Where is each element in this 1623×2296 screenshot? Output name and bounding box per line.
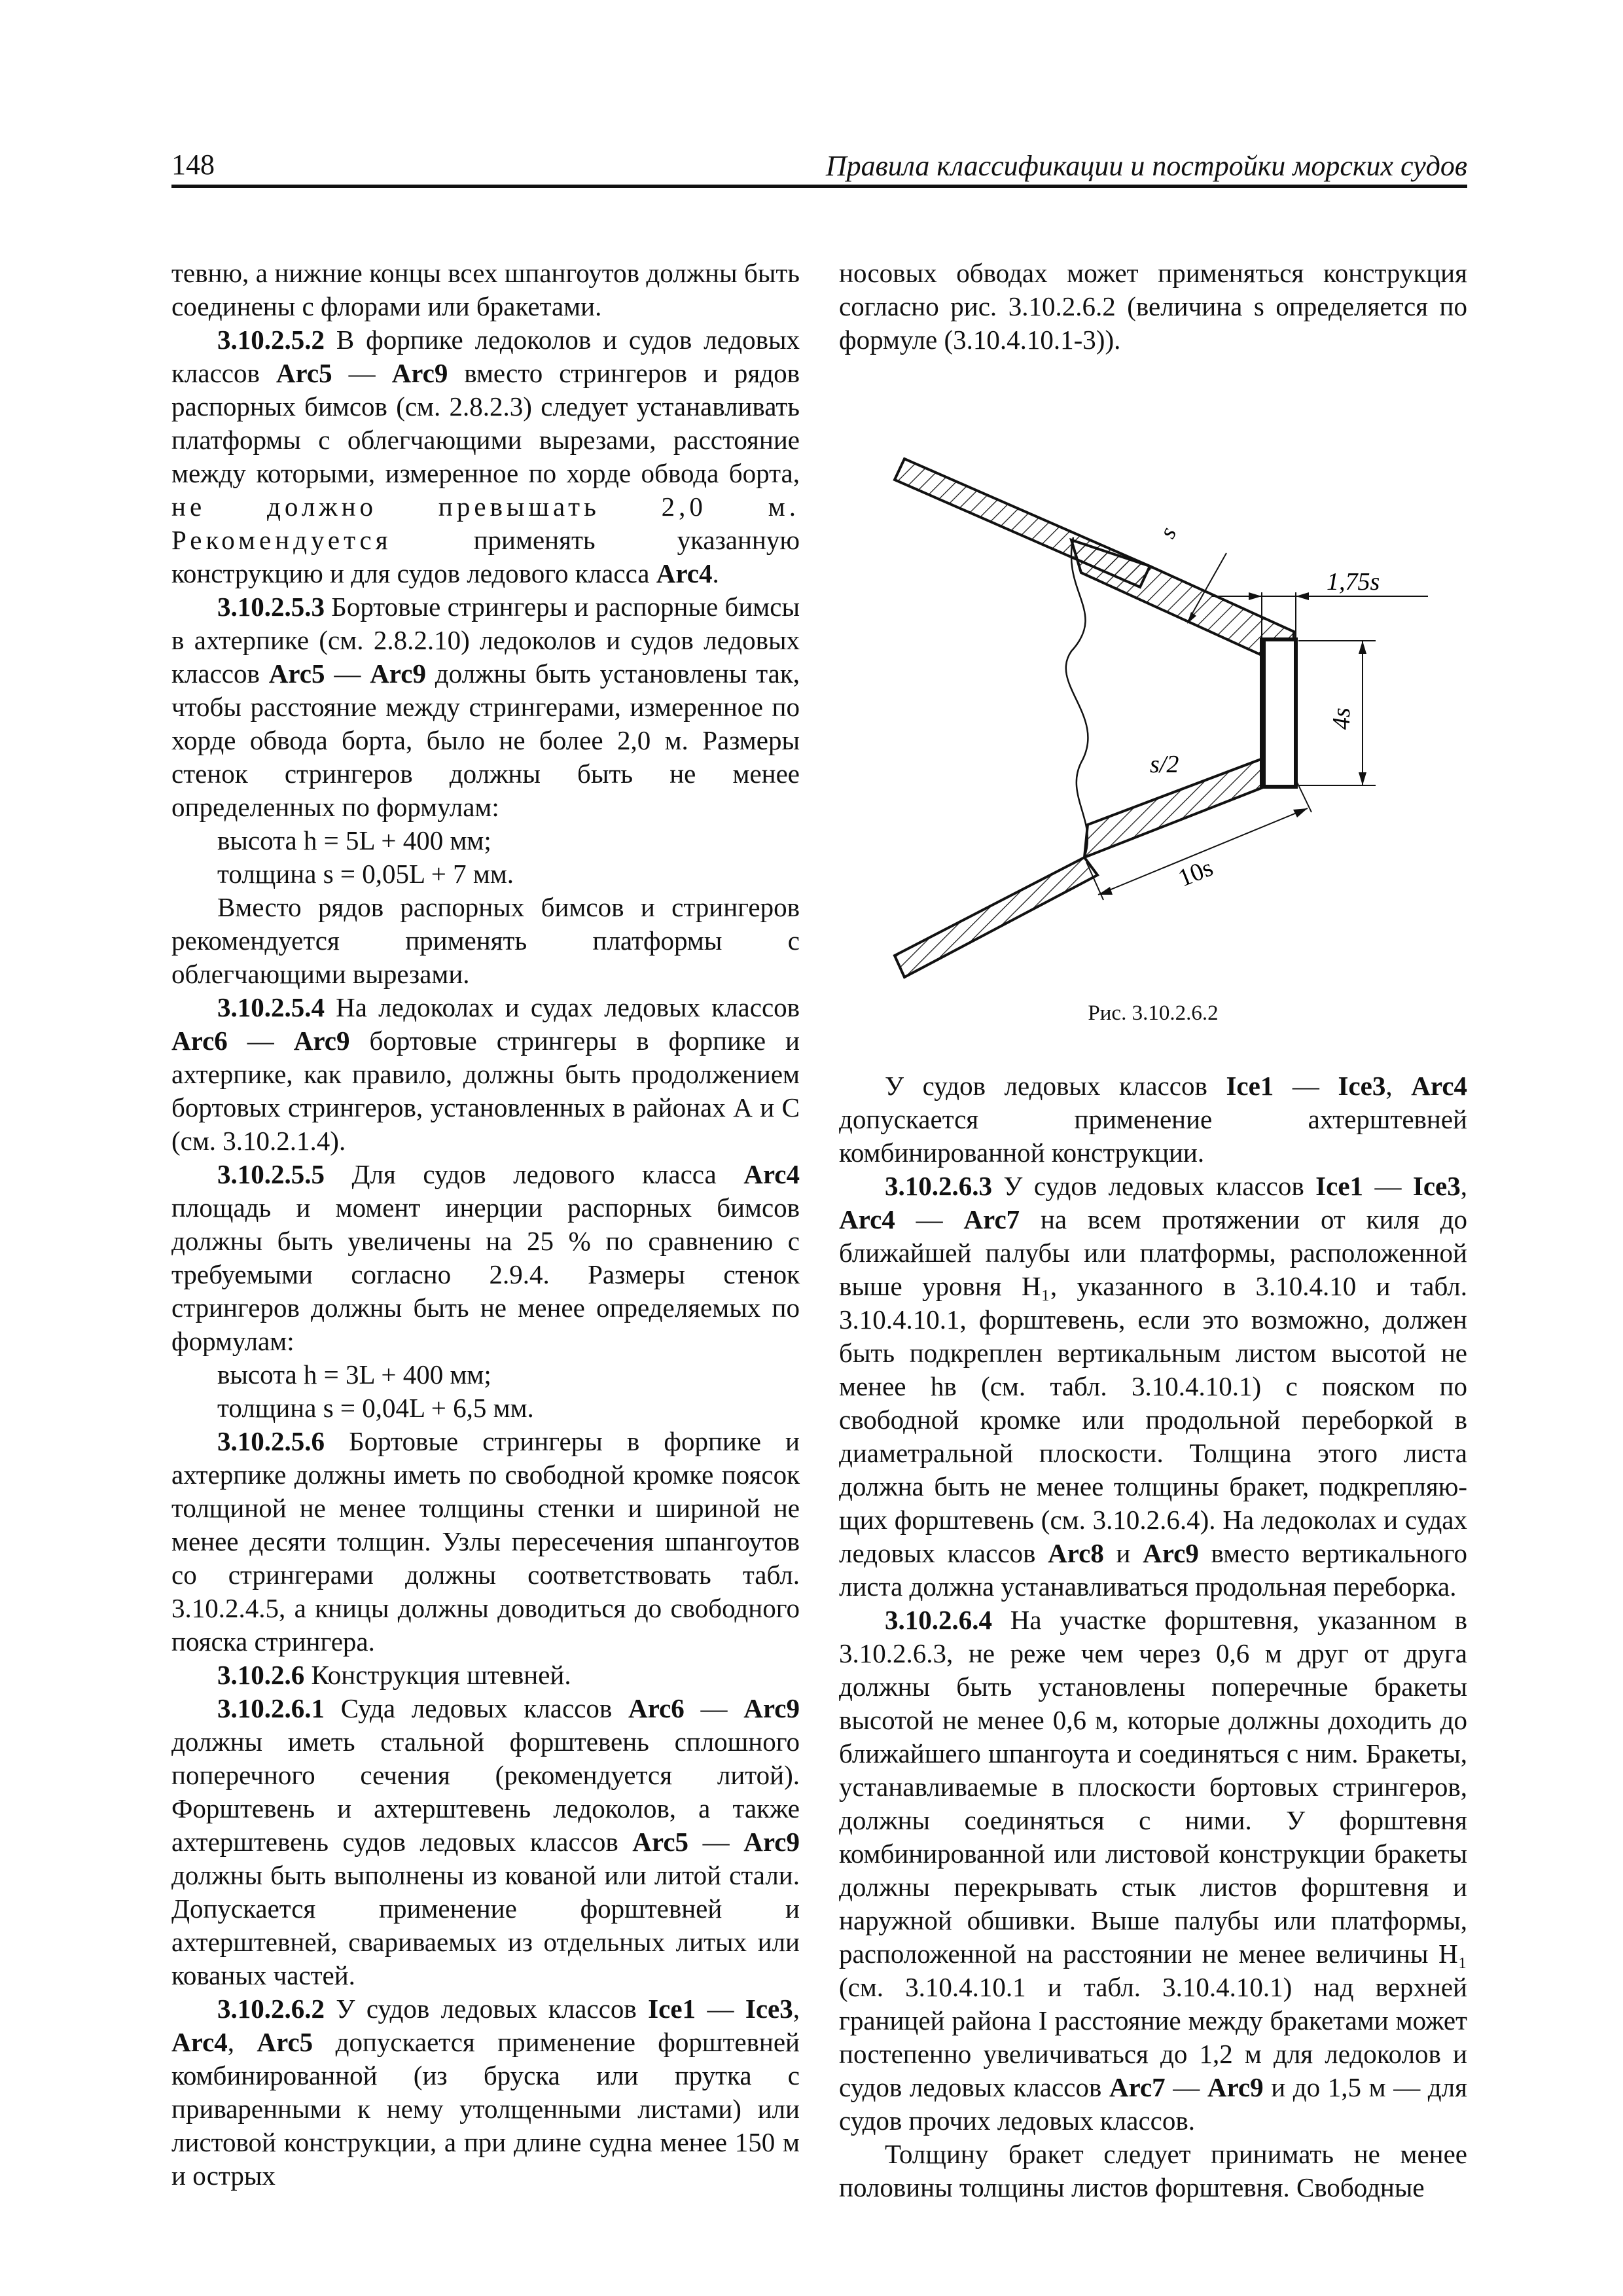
ice-class: Ice3 (1412, 1171, 1461, 1201)
text: , (1385, 1071, 1412, 1101)
text: должны быть установлены так, чтобы расстояние между стрингерами, измеренное по хорде обвода борта, было не более 2,0 м. Размеры стенок стрингеров должны быть не менее определенных по формулам: (171, 658, 800, 822)
section-number: 3.10.2.5.3 (217, 592, 325, 622)
label-1-75s: 1,75s (1327, 568, 1380, 596)
section-3-10-2-5-2 (171, 323, 800, 590)
section-number: 3.10.2.5.2 (217, 325, 325, 355)
text: площадь и момент инерции распорных бимсов должны быть увеличены на 25 % по сравнению с требуемыми согласно 2.9.4. Размеры стенок стрингеров должны быть не менее определяемых по формулам: (171, 1193, 800, 1356)
section-title: Конструкция штевней. (304, 1660, 571, 1690)
ice-class: Arc4 (743, 1159, 800, 1189)
ice-class: Ice3 (745, 1994, 793, 2024)
ice-class: Ice1 (1226, 1071, 1274, 1101)
figure-caption: Рис. 3.10.2.6.2 (1088, 1001, 1219, 1025)
text: — (1165, 2072, 1207, 2102)
section-number: 3.10.2.6.1 (217, 1693, 325, 1723)
ice-class: Arc6 (171, 1026, 228, 1056)
text: На ледоколах и судах ледовых классов (325, 992, 800, 1022)
ice-class: Arc4 (1411, 1071, 1468, 1101)
stem-bar (1262, 639, 1296, 787)
ice-class: Arc7 (963, 1204, 1020, 1234)
text: У судов ледовых классов (992, 1171, 1316, 1201)
paragraph (171, 257, 800, 323)
ice-class: Arc4 (656, 558, 713, 588)
section-number: 3.10.2.6.3 (885, 1171, 992, 1201)
section-3-10-2-6 (171, 1659, 800, 1692)
break-line (1066, 537, 1088, 857)
ice-class: Arc6 (628, 1693, 685, 1723)
ice-class: Arc9 (1207, 2072, 1264, 2102)
text: и (1103, 1538, 1143, 1568)
ice-class: Arc8 (1048, 1538, 1104, 1568)
text: вместо вертикального листа должна устанавливаться продольная переборка. (839, 1538, 1467, 1602)
text: допускается применение форштевней комбинированной (из бруска или прутка с приваренными к нему утолщенными листами) или листовой конструкции, а при длине судна менее 150 м и острых (171, 2027, 800, 2191)
section-3-10-2-5-6 (171, 1425, 800, 1659)
ice-class: Arc9 (293, 1026, 350, 1056)
ice-class: Arc5 (257, 2027, 313, 2057)
page-header (171, 145, 1467, 188)
text: и до 1,5 м — для судов прочих ледовых классов. (839, 2072, 1467, 2136)
label-s: s (1153, 522, 1182, 543)
text: — (688, 1827, 744, 1857)
text: , (227, 2027, 257, 2057)
ice-class: Arc9 (1143, 1538, 1199, 1568)
figure-3-10-2-6-2 (839, 376, 1467, 992)
section-number: 3.10.2.6 (217, 1660, 305, 1690)
text: , (1460, 1171, 1467, 1201)
ice-class: Arc9 (370, 658, 426, 689)
text: — (895, 1204, 964, 1234)
text: — (1363, 1171, 1413, 1201)
section-3-10-2-6-2 (171, 1992, 800, 2193)
ice-class: Ice1 (1315, 1171, 1364, 1201)
text: должны иметь стальной форштевень сплошного поперечного сечения (рекомендуется литой). Форштевень и ахтерштевень ледоколов, а также ахтерштевень судов ледовых классов (171, 1727, 800, 1857)
section-number: 3.10.2.5.6 (217, 1426, 325, 1456)
spaced-text: не должно превышать 2,0 м. Рекомендуется (171, 492, 800, 555)
ice-class: Ice1 (648, 1994, 696, 2024)
running-title: Правила классификации и постройки морских судов (825, 150, 1467, 182)
text: — (1274, 1071, 1338, 1101)
ice-class: Arc5 (276, 358, 332, 388)
section-3-10-2-6-4 (839, 1604, 1467, 2138)
text: , (793, 1994, 800, 2024)
text: допускается применение ахтерштевней комбинированной конструкции. (839, 1104, 1467, 1168)
formula-height: высота h = 3L + 400 мм; (217, 1359, 491, 1390)
section-number: 3.10.2.6.2 (217, 1994, 325, 2024)
text: В форпике ледоколов и судов ледовых классов (171, 325, 800, 388)
text: должны быть выполнены из кованой или литой стали. Допускается применение форштевней и ахтерштевней, свариваемых из отдельных литых или кованых частей. (171, 1860, 800, 1990)
left-column (171, 257, 800, 2193)
paragraph: носовых обводах может применяться конструкция согласно рис. 3.10.2.6.2 (величина s определяется по формуле (3.10.4.10.1-3)). (839, 258, 1467, 355)
paragraph: Вместо рядов распорных бимсов и стрингеров рекомендуется применять платформы с облегчающими вырезами. (171, 892, 800, 989)
text: На участке форштевня, указанном в 3.10.2.6.3, не реже чем через 0,6 м друг от друга должны быть установлены поперечные бракеты высотой не менее 0,6 м, которые должны доходить до ближайшего шпангоута и соединяться с ним. Бракеты, устанавливаемые в плоскости бортовых стрингеров, должны соединяться с ними. У форштевня комбинированной или листовой конструкции бракеты должны перекрывать стык листов форштевня и наружной обшивки. Выше палубы или платформы, расположенной на расстоянии не менее величины H₁ (см. 3.10.4.10.1 и табл. 3.10.4.10.1) над верхней границей района I расстояние между бракетами может постепенно увеличиваться до 1,2 м для ледоколов и судов ледовых классов (839, 1605, 1467, 2102)
text: применять указанную конструкцию и для судов ледового класса (171, 525, 800, 588)
text: бортовые стрингеры в форпике и ахтерпике, как правило, должны быть продолжением бортовых стрингеров, установленных в районах А и С (см. 3.10.2.1.4). (171, 1026, 800, 1156)
ice-class: Arc4 (171, 2027, 228, 2057)
text: — (227, 1026, 294, 1056)
section-number: 3.10.2.5.5 (217, 1159, 325, 1189)
ice-class: Arc9 (743, 1827, 800, 1857)
label-s-half: s/2 (1150, 751, 1179, 778)
text: — (684, 1693, 744, 1723)
text: тевню, а нижние концы всех шпангоутов должны быть соединены с флорами или бракетами. (171, 258, 800, 321)
text: — (332, 358, 392, 388)
ice-class: Arc9 (391, 358, 448, 388)
ice-class: Arc5 (632, 1827, 689, 1857)
paragraph (839, 1069, 1467, 1170)
text: Суда ледовых классов (325, 1693, 628, 1723)
formula-thickness: толщина s = 0,05L + 7 мм. (217, 859, 514, 889)
stem-drawing (839, 376, 1467, 992)
text: . (712, 558, 719, 588)
ice-class: Arc4 (839, 1204, 895, 1234)
text: Для судов ледового класса (325, 1159, 744, 1189)
section-3-10-2-5-5 (171, 1158, 800, 1358)
paragraph: Толщину бракет следует принимать не менее половины толщины листов форштевня. Свободные (839, 2139, 1467, 2202)
text: У судов ледовых классов (325, 1994, 649, 2024)
formula-height: высота h = 5L + 400 мм; (217, 825, 491, 855)
text: вместо стрингеров и рядов распорных бимсов (см. 2.8.2.3) следует устанавливать платформы с облегчающими вырезами, расстояние между которыми, измеренное по хорде обвода борта, (171, 358, 800, 488)
formula-thickness: толщина s = 0,04L + 6,5 мм. (217, 1393, 534, 1423)
right-column (839, 257, 1467, 2204)
text: — (696, 1994, 745, 2024)
label-10s: 10s (1174, 853, 1217, 893)
label-4s: 4s (1328, 708, 1355, 730)
ice-class: Arc5 (268, 658, 325, 689)
ice-class: Arc7 (1109, 2072, 1166, 2102)
text: Бортовые стрингеры в форпике и ахтерпике должны иметь по свободной кромке поясок толщиной не менее толщины стенки и шириной не менее десяти толщин. Узлы пересечения шпангоутов со стрингерами должны соответствовать табл. 3.10.2.4.5, а кницы должны доводиться до свободного пояска стрингера. (171, 1426, 800, 1657)
ice-class: Ice3 (1338, 1071, 1386, 1101)
ice-class: Arc9 (743, 1693, 800, 1723)
section-3-10-2-5-4 (171, 991, 800, 1158)
section-number: 3.10.2.6.4 (885, 1605, 992, 1635)
text: — (325, 658, 370, 689)
page-number: 148 (171, 149, 215, 181)
text: на всем протяжении от киля до ближайшей палубы или платформы, расположенной выше уровня H₁, указанного в 3.10.4.10 и табл. 3.10.4.10.1, форштевень, если это возможно, должен быть подкреплен вертикальным листом высотой не менее hв (см. табл. 3.10.4.10.1) с пояском по свободной кромке или продольной переборкой в диаметральной плоскости. Толщина этого листа должна быть не менее толщины бракет, подкрепляю-щих форштевень (см. 3.10.2.6.4). На ледоколах и судах ледовых классов (839, 1204, 1467, 1568)
lower-shell-plate (895, 857, 1097, 977)
section-3-10-2-5-3 (171, 590, 800, 824)
section-number: 3.10.2.5.4 (217, 992, 325, 1022)
section-3-10-2-6-3 (839, 1170, 1467, 1604)
section-3-10-2-6-1 (171, 1692, 800, 1992)
text: Бортовые стрингеры и распорные бимсы в ахтерпике (см. 2.8.2.10) ледоколов и судов ледовых классов (171, 592, 800, 689)
text: У судов ледовых классов (885, 1071, 1226, 1101)
